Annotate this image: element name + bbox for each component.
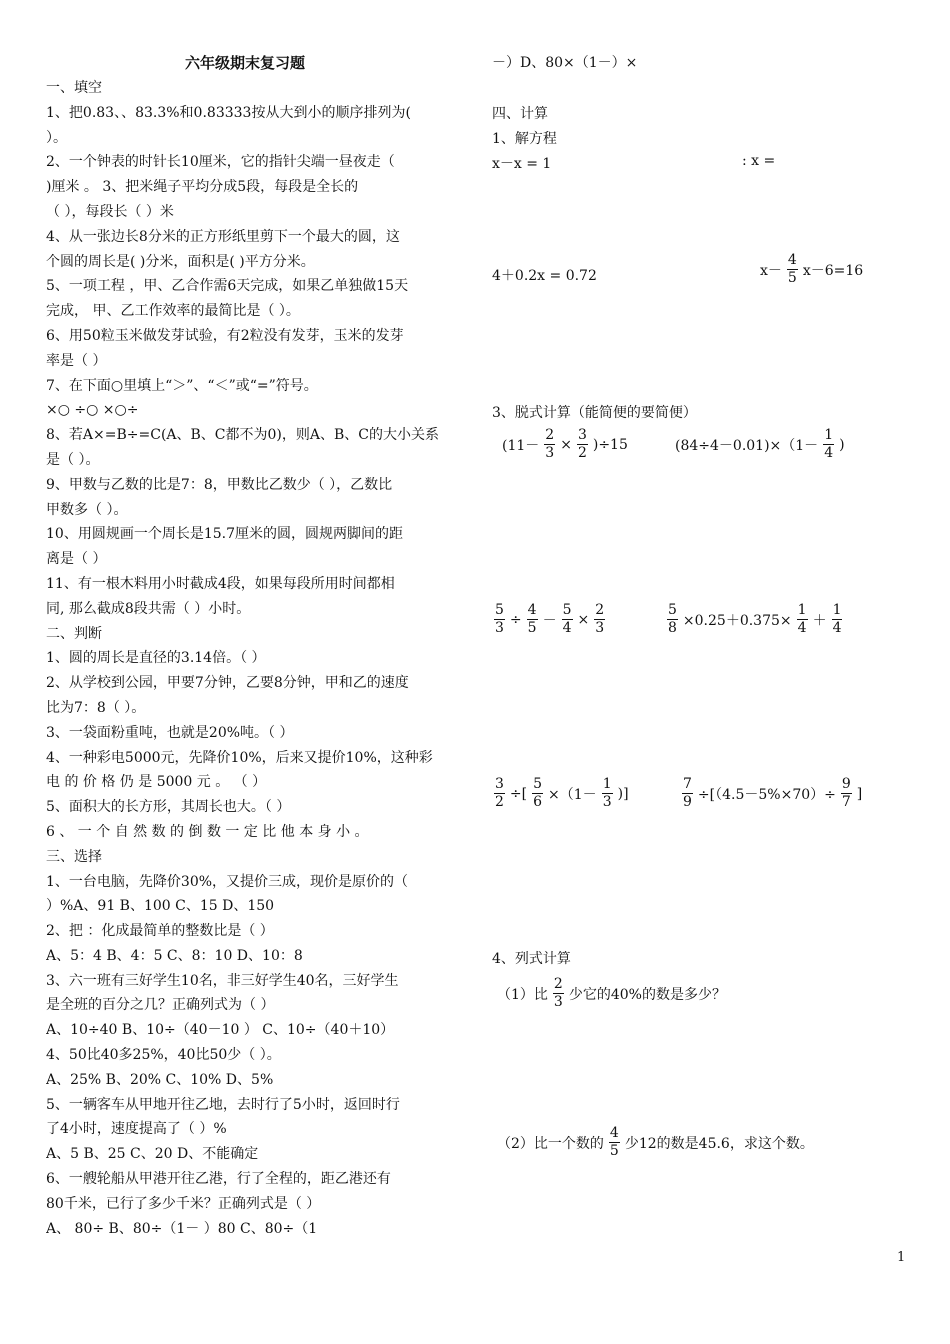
text-line: 4、50比40多25%，40比50少（ ）。 [46, 1047, 281, 1064]
fraction [609, 1125, 620, 1160]
word-problem-1 [497, 976, 726, 1011]
equation-1: x－x = 1 [492, 156, 552, 172]
text-line: ×○ ÷○ ×○÷ [46, 402, 139, 419]
expr-text: ×（1－ [548, 786, 597, 803]
denominator: 9 [683, 794, 692, 810]
operator: × [560, 436, 572, 453]
text-line: 一、填空 [46, 80, 102, 96]
expr-text: ] [856, 785, 863, 802]
subheading-word-problems: 4、列式计算 [492, 951, 571, 967]
fraction [494, 602, 505, 637]
fraction [553, 976, 564, 1011]
text-line: 4、一种彩电5000元，先降价10%，后来又提价10%，这种彩 [46, 749, 433, 766]
denominator: 3 [495, 620, 504, 636]
denominator: 5 [527, 620, 537, 636]
text-line: A、5：4 B、4：5 C、8：10 D、10：8 [46, 947, 303, 964]
text-line: （ ），每段长（ ）米 [46, 203, 174, 220]
text-line: 二、判断 [46, 625, 102, 642]
fraction [797, 602, 808, 637]
numerator: 1 [797, 602, 807, 618]
text-line: 是全班的百分之几？正确列式为（ ） [46, 997, 275, 1014]
expr-text: x－6=16 [802, 262, 864, 279]
numerator: 4 [787, 252, 797, 268]
fraction [594, 602, 605, 637]
operator: ＋ [812, 612, 827, 629]
calc-expression-5 [492, 776, 629, 811]
denominator: 7 [841, 794, 851, 810]
text-line: 完成， 甲、乙工作效率的最简比是（ ）。 [46, 303, 300, 320]
left-column [46, 76, 464, 1241]
fraction [494, 776, 505, 811]
text-line: 了4小时，速度提高了（ ）% [46, 1121, 227, 1138]
numerator: 5 [533, 776, 543, 792]
denominator: 8 [668, 620, 677, 636]
fraction [682, 776, 693, 811]
text-line: 电 的 价 格 仍 是 5000 元 。 （ ） [46, 774, 267, 791]
fraction [527, 602, 538, 637]
fraction [832, 602, 843, 637]
equation-2: : x = [742, 153, 776, 169]
fraction [841, 776, 852, 811]
calc-expression-6 [680, 776, 862, 811]
text-line: 5、面积大的长方形，其周长也大。（ ） [46, 799, 291, 816]
numerator: 1 [832, 602, 842, 618]
expr-text: ÷[（4.5－5%×70）÷ [697, 786, 836, 803]
text-line: ）%A、91 B、100 C、15 D、150 [46, 898, 275, 915]
denominator: 4 [832, 620, 842, 636]
text-line: 4、从一张边长8分米的正方形纸里剪下一个最大的圆，这 [46, 228, 400, 245]
expr-text: (84÷4－0.01)×（1－ [675, 437, 819, 454]
text-line: 7、在下面○里填上“＞”、“＜”或“=”符号。 [46, 377, 318, 394]
text-line: 同, 那么截成8段共需（ ）小时。 [46, 600, 251, 617]
fraction [787, 252, 798, 287]
denominator: 4 [824, 445, 834, 461]
text-line: 6 、 一 个 自 然 数 的 倒 数 一 定 比 他 本 身 小 。 [46, 823, 369, 840]
text-line: 比为7：8（ ）。 [46, 699, 146, 716]
denominator: 3 [545, 445, 555, 461]
calc-expression-4 [665, 602, 844, 637]
numerator: 5 [495, 602, 504, 618]
fraction [602, 776, 613, 811]
text-line: 8、若A×=B÷=C(A、B、C都不为0)，则A、B、C的大小关系 [46, 427, 439, 444]
expr-text: ÷[ [509, 785, 528, 802]
expr-text: (11－ [502, 437, 540, 454]
subheading-solve-equations: 1、解方程 [492, 131, 557, 147]
numerator: 3 [495, 776, 504, 792]
text-line: 11、有一根木料用小时截成4段，如果每段所用时间都相 [46, 575, 395, 592]
text-line: )厘米 。 3、把米绳子平均分成5段，每段是全长的 [46, 179, 359, 196]
numerator: 7 [683, 776, 692, 792]
text-line: 3、六一班有三好学生10名，非三好学生40名，三好学生 [46, 972, 399, 989]
denominator: 6 [533, 794, 543, 810]
text-line: 3、一袋面粉重吨，也就是20%吨。（ ） [46, 724, 294, 741]
text-line: A、25% B、20% C、10% D、5% [46, 1071, 274, 1088]
expr-text: x－ [760, 262, 782, 279]
text-line: 离是（ ） [46, 551, 107, 568]
text-line: 2、一个钟表的时针长10厘米，它的指针尖端一昼夜走（ [46, 154, 395, 171]
numerator: 4 [609, 1125, 619, 1141]
numerator: 2 [545, 427, 555, 443]
text-line: 三、选择 [46, 848, 102, 865]
expr-text: ×0.25＋0.375× [682, 612, 792, 629]
calc-expression-2 [675, 427, 845, 462]
text-line: 1、把0.83、、83.3%和0.83333按从大到小的顺序排列为( [46, 104, 411, 121]
text-line: 6、用50粒玉米做发芽试验，有2粒没有发芽，玉米的发芽 [46, 327, 404, 344]
text-line: 1、一台电脑，先降价30%，又提价三成，现价是原价的（ [46, 873, 409, 890]
word-problem-2 [497, 1125, 814, 1160]
text-line: A、5 B、25 C、20 D、不能确定 [46, 1146, 259, 1163]
operator: － [542, 612, 557, 629]
text-line: 2、把 ：化成最简单的整数比是（ ） [46, 923, 274, 940]
text-line: 个圆的周长是( )分米，面积是( )平方分米。 [46, 253, 315, 270]
numerator: 5 [668, 602, 677, 618]
text-line: 1、圆的周长是直径的3.14倍。（ ） [46, 650, 266, 667]
text-line: 9、甲数与乙数的比是7：8，甲数比乙数少（ ），乙数比 [46, 476, 393, 493]
page-number: 1 [897, 1250, 906, 1265]
text-line: 80千米，已行了多少千米？正确列式是（ ） [46, 1195, 321, 1212]
text-line: 5、一项工程 ，甲、乙合作需6天完成，如果乙单独做15天 [46, 278, 409, 295]
text-line: ）。 [46, 129, 67, 146]
expr-text: （1）比 [497, 986, 548, 1003]
numerator: 1 [824, 427, 834, 443]
numerator: 5 [562, 602, 572, 618]
text-line: 5、一辆客车从甲地开往乙地，去时行了5小时，返回时行 [46, 1096, 400, 1113]
text-line: A、 80÷ B、80÷（1－ ）80 C、80÷（1 [46, 1220, 318, 1237]
text-line: 是（ ）。 [46, 451, 100, 468]
numerator: 2 [595, 602, 605, 618]
numerator: 3 [577, 427, 587, 443]
expr-text: )] [617, 785, 629, 802]
fraction [577, 427, 588, 462]
denominator: 2 [495, 794, 504, 810]
fraction [532, 776, 543, 811]
section-heading-calc: 四、计算 [492, 106, 548, 122]
calc-expression-1 [502, 427, 628, 462]
fraction [823, 427, 834, 462]
equation-3: 4＋0.2x = 0.72 [492, 268, 597, 284]
continuation-line: －）D、80×（1－）× [492, 55, 638, 71]
text-line: A、10÷40 B、10÷（40－10 ） C、10÷（40＋10） [46, 1022, 395, 1039]
denominator: 5 [609, 1143, 619, 1159]
text-line: 率是（ ） [46, 352, 107, 369]
text-line: 10、用圆规画一个周长是15.7厘米的圆，圆规两脚间的距 [46, 526, 403, 543]
numerator: 4 [527, 602, 537, 618]
subheading-step-calc: 3、脱式计算（能简便的要简便） [492, 405, 697, 421]
equation-4 [760, 252, 863, 287]
text-line: 6、一艘轮船从甲港开往乙港，行了全程的，距乙港还有 [46, 1171, 391, 1188]
expr-text: )÷15 [592, 436, 628, 453]
expr-text: ) [839, 436, 845, 453]
numerator: 9 [841, 776, 851, 792]
expr-text: 少12的数是45.6，求这个数。 [624, 1135, 814, 1152]
fraction [667, 602, 678, 637]
numerator: 2 [553, 976, 563, 992]
denominator: 2 [577, 445, 587, 461]
operator: ÷ [509, 611, 522, 628]
text-line: 甲数多（ ）。 [46, 501, 128, 518]
numerator: 1 [602, 776, 612, 792]
expr-text: （2）比一个数的 [497, 1135, 604, 1152]
text-line: 2、从学校到公园，甲要7分钟，乙要8分钟，甲和乙的速度 [46, 675, 409, 692]
denominator: 5 [787, 270, 797, 286]
fraction [562, 602, 573, 637]
denominator: 3 [602, 794, 612, 810]
calc-expression-3 [492, 602, 607, 637]
denominator: 4 [562, 620, 572, 636]
page-title: 六年级期末复习题 [185, 54, 306, 72]
denominator: 3 [553, 994, 563, 1010]
expr-text: 少它的40%的数是多少？ [568, 986, 726, 1003]
denominator: 4 [797, 620, 807, 636]
operator: × [577, 611, 590, 628]
fraction [544, 427, 555, 462]
denominator: 3 [595, 620, 605, 636]
